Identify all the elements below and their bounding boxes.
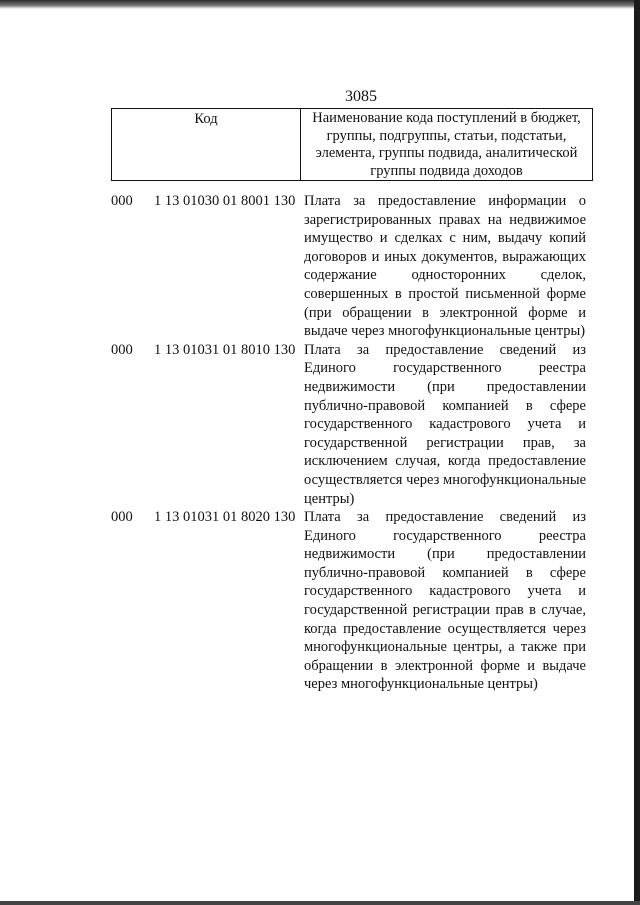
row-admin-code: 000 <box>111 509 133 526</box>
header-table <box>111 108 593 181</box>
row-description: Плата за предоставление информации о зарегистрированных правах на недвижимое имущество и сделках с ним, выдачу копий договоров и иных документов, выражающих содержание односторонних сделок, совершенных в простой письменной форме (при обращении в электронной форме и выдаче через многофункциональные центры) <box>304 193 586 340</box>
row-income-code: 1 13 01031 01 8020 130 <box>154 509 296 526</box>
scan-top-edge <box>0 0 640 9</box>
table-row <box>111 508 593 694</box>
page-number: 3085 <box>345 88 377 105</box>
row-description: Плата за предоставление сведений из Единого государственного реестра недвижимости (при предоставлении публично-правовой компанией в сфере государственного кадастрового учета и государственной регистрации прав в случае, когда предоставление осуществляется через многофункциональные центры, а также при обращении в электронной форме и выдаче через многофункциональные центры) <box>304 509 586 693</box>
row-income-code: 1 13 01030 01 8001 130 <box>154 193 296 209</box>
scan-bottom-edge <box>0 901 640 905</box>
table-row <box>111 192 593 341</box>
row-income-code: 1 13 01031 01 8010 130 <box>154 341 296 358</box>
table-row <box>111 341 593 508</box>
row-admin-code: 000 <box>111 193 133 209</box>
row-admin-code: 000 <box>111 341 133 358</box>
row-description: Плата за предоставление сведений из Единого государственного реестра недвижимости (при предоставлении публично-правовой компанией в сфере государственного кадастрового учета и государственной регистрации прав, за исключением случая, когда предоставление осуществляется через многофункциональные центры) <box>304 341 587 507</box>
header-name-label: Наименование кода поступлений в бюджет, группы, подгруппы, статьи, подстатьи, элемента, группы подвида, аналитической группы подвида доходов <box>301 109 593 181</box>
header-code-label: Код <box>112 109 301 181</box>
scan-right-edge <box>634 0 640 905</box>
income-code-list <box>111 192 593 694</box>
